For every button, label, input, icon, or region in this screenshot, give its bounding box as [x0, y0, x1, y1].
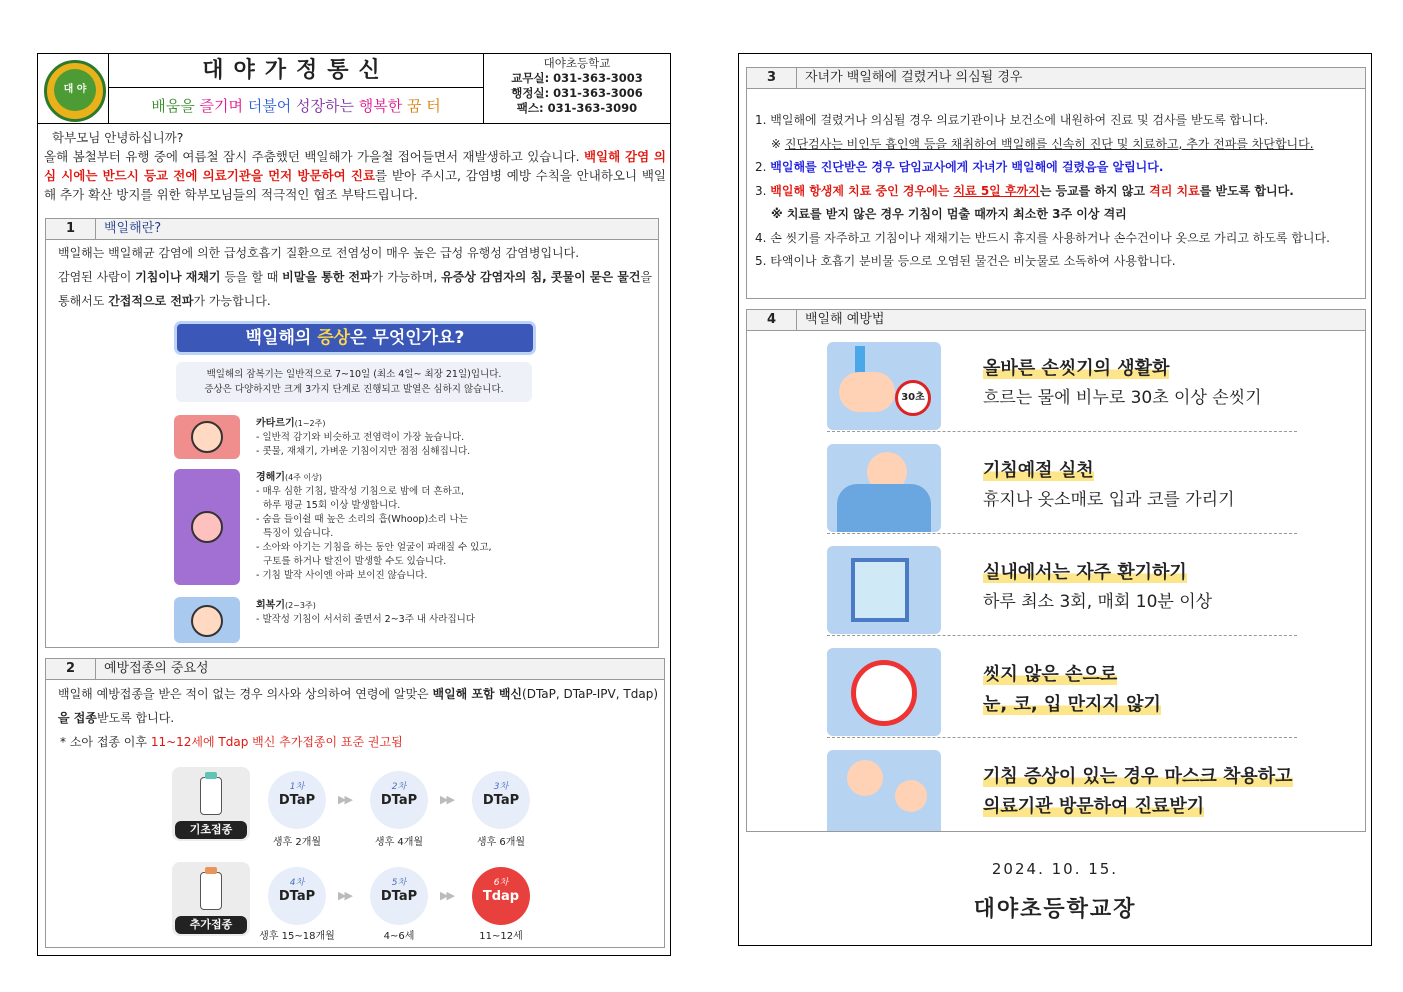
booster-note [46, 730, 664, 754]
booster-vaccine-box [172, 862, 250, 936]
txt: 가 가능합니다. [193, 294, 271, 308]
stage-paroxysmal [174, 469, 534, 589]
txt: 등을 할 때 [220, 270, 283, 284]
issue-date: 2024. 10. 15. [991, 860, 1119, 878]
phone-line: 팩스: 031-363-3090 [516, 101, 638, 115]
phone-line: 교무실: 031-363-3003 [511, 71, 643, 85]
prevention-desc: 휴지나 옷소매로 입과 코를 가리기 [983, 490, 1235, 510]
stage-period: (2~3주) [284, 601, 316, 610]
stage-line: 특징이 있습니다. [263, 528, 334, 539]
stage-line: - 일반적 감기와 비슷하고 전염력이 가장 높습니다. [256, 432, 465, 443]
vaccine-bottle-icon [200, 777, 222, 815]
stage-line: - 소아와 아기는 기침을 하는 동안 얼굴이 파래질 수 있고, [256, 542, 492, 553]
txt: 을 통해서도 [58, 270, 653, 308]
stage-line: - 콧물, 재채기, 가벼운 기침이지만 점점 심해집니다. [256, 446, 471, 457]
banner-text: 백일해의 [245, 328, 318, 348]
school-motto [108, 88, 484, 124]
stage-period: (1~2주) [294, 419, 326, 428]
dose-vaccine: DTaP [380, 889, 418, 904]
newsletter-title: 대야가정통신 [108, 54, 484, 88]
dose-order: 5차 [391, 878, 407, 888]
section-prevention [746, 309, 1366, 832]
dose-order: 3차 [493, 782, 509, 792]
txt: 가 가능하며, [371, 270, 442, 284]
txt: 백일해 예방접종을 받은 적이 없는 경우 의사와 상의하여 연령에 알맞은 [58, 687, 433, 701]
child-face-icon [191, 421, 223, 453]
section-number: 3 [747, 68, 797, 88]
section-number: 1 [46, 219, 96, 239]
intro-text-a: 올해 봄철부터 유행 중에 여름철 잠시 주춤했던 백일해가 가을철 접어들면서 재발생하고 있습니다. [44, 149, 584, 164]
arrow-icon: ▶▶ [338, 793, 351, 806]
dose-vaccine: DTaP [278, 793, 316, 808]
dose-2 [370, 771, 428, 829]
stage-text [256, 471, 492, 583]
motto-word: 행복한 [358, 97, 407, 115]
section-number: 2 [46, 659, 96, 679]
prevention-desc: 흐르는 물에 비누로 30초 이상 손씻기 [983, 388, 1262, 408]
section-title: 예방접종의 중요성 [104, 661, 209, 676]
prevention-title: 기침예절 실천 [983, 460, 1094, 481]
section-title: 자녀가 백일해에 걸렸거나 의심될 경우 [805, 70, 1023, 85]
intro-text-red: 백일해 감염 의심 시에는 반드시 등교 전에 의료기관을 먼저 방문하여 진료 [44, 149, 667, 183]
txt: 3. [755, 183, 771, 198]
child-illustration [174, 415, 240, 459]
vaccine-schedule [172, 767, 542, 947]
dose-vaccine: DTaP [278, 889, 316, 904]
mask-doctor-illustration [827, 750, 941, 832]
motto-word: 더불어 [247, 97, 296, 115]
banner-text-highlight: 증상 [317, 328, 351, 348]
doctor-icon [847, 760, 883, 796]
prevention-item [827, 544, 1297, 636]
dose-age: 생후 15~18개월 [259, 931, 335, 942]
handwashing-illustration [827, 342, 941, 430]
basic-vaccine-box [172, 767, 250, 841]
symptoms-infographic [166, 319, 536, 644]
vaccination-text [46, 682, 664, 730]
txt: 2. [755, 160, 771, 174]
stage-convalescent [174, 597, 534, 643]
txt-red: 11~12세에 Tdap 백신 추가접종이 표준 권고됨 [150, 735, 403, 749]
pertussis-definition: 백일해는 백일해균 감염에 의한 급성호흡기 질환으로 전염성이 매우 높은 급성 유행성 감염병입니다. [58, 246, 580, 260]
section-if-infected [746, 67, 1366, 299]
timer-icon: 30초 [895, 380, 931, 416]
txt-underline: 진단검사는 비인두 흡인액 등을 채취하여 백일해를 신속히 진단 및 치료하고, 추가 전파를 차단합니다. [784, 136, 1314, 151]
coughing-face-icon [191, 511, 223, 543]
incubation-line: 증상은 다양하지만 크게 3가지 단계로 진행되고 발열은 심하지 않습니다. [204, 384, 504, 395]
stage-line: 구토를 하거나 탈진이 발생할 수도 있습니다. [263, 556, 447, 567]
greeting: 학부모님 안녕하십니까? [52, 130, 184, 145]
window-icon [851, 558, 909, 622]
txt: * 소아 접종 이후 [60, 735, 151, 749]
school-logo [44, 60, 106, 122]
stage-period: (4주 이상) [284, 473, 323, 482]
prevention-item [827, 442, 1297, 534]
dose-age: 11~12세 [479, 931, 523, 942]
section-header [747, 310, 1365, 331]
dose-6 [472, 867, 530, 925]
list-item: 1. 백일해에 걸렸거나 의심될 경우 의료기관이나 보건소에 내원하여 진료 및 검사를 받도록 합니다. [755, 113, 1269, 127]
stage-catarrhal [174, 415, 534, 465]
school-contact [484, 56, 670, 116]
no-touch-illustration [827, 648, 941, 736]
prevention-desc: 의료기관 방문하여 진료받기 [983, 796, 1205, 817]
txt-red: 백일해 항생제 치료 중인 경우에는 [770, 183, 954, 198]
dose-1 [268, 771, 326, 829]
incubation-box [176, 362, 532, 402]
child-face-icon [191, 605, 223, 637]
txt-bold: 는 등교를 하지 않고 [1039, 183, 1150, 198]
motto-word: 배움을 [151, 97, 200, 115]
dose-order: 1차 [289, 782, 305, 792]
newsletter-header [38, 54, 670, 124]
section-header [46, 219, 658, 240]
symptoms-banner [174, 321, 536, 355]
dose-4 [268, 867, 326, 925]
dose-3 [472, 771, 530, 829]
prevention-text [983, 558, 1212, 617]
coughing-child-illustration [174, 469, 240, 585]
stage-text [256, 417, 470, 459]
stage-text [256, 599, 475, 627]
stage-name: 경해기 [256, 472, 285, 483]
arrow-icon: ▶▶ [338, 889, 351, 902]
txt-blue: 백일해를 진단받은 경우 담임교사에게 자녀가 백일해에 걸렸음을 알립니다. [770, 160, 1164, 174]
dose-age: 생후 2개월 [272, 837, 322, 848]
prohibited-hand-icon [851, 660, 917, 726]
dose-vaccine: DTaP [380, 793, 418, 808]
right-page [738, 53, 1372, 946]
basic-label: 기초접종 [175, 821, 247, 839]
motto-word: 성장하는 [296, 97, 359, 115]
list-item: 4. 손 씻기를 자주하고 기침이나 재채기는 반드시 휴지를 사용하거나 손수건이나 옷으로 가리고 하도록 합니다. [755, 230, 1330, 245]
school-logo-text: 대 야 [54, 69, 96, 111]
cough-etiquette-illustration [827, 444, 941, 532]
arrow-icon: ▶▶ [440, 793, 453, 806]
phone-line: 행정실: 031-363-3006 [511, 86, 643, 100]
ventilation-illustration [827, 546, 941, 634]
txt: 감염된 사람이 [58, 270, 136, 284]
prevention-item [827, 646, 1297, 738]
transmission-text [46, 265, 658, 313]
booster-label: 추가접종 [175, 916, 247, 934]
intro-text-b: 를 받아 주시고, 감염병 예방 수칙을 안내하오니 백일해 추가 확산 방지를 위한 학부모님들의 적극적인 협조 부탁드립니다. [44, 168, 666, 202]
recovering-child-illustration [174, 597, 240, 643]
prevention-title: 실내에서는 자주 환기하기 [983, 562, 1187, 583]
section-header [46, 659, 664, 680]
txt-red-underline: 치료 5일 후까지 [953, 183, 1040, 198]
txt: (DTaP, DTaP-IPV, Tdap) [522, 687, 658, 701]
left-page [37, 53, 671, 956]
dose-order: 4차 [289, 878, 305, 888]
prevention-text [983, 456, 1235, 515]
stage-name: 카타르기 [256, 418, 295, 429]
principal-signature: 대야초등학교장 [973, 897, 1137, 922]
txt-bold: 백일해 포함 백신 [432, 687, 523, 701]
list-item: 5. 타액이나 호흡기 분비물 등으로 오염된 물건은 비눗물로 소독하여 사용합니다. [755, 254, 1176, 268]
school-name: 대야초등학교 [543, 56, 611, 70]
list-note: ※ 치료를 받지 않은 경우 기침이 멈출 때까지 최소한 3주 이상 격리 [771, 207, 1127, 221]
prevention-title: 기침 증상이 있는 경우 마스크 착용하고 [983, 766, 1293, 787]
prevention-title: 씻지 않은 손으로 [983, 664, 1118, 685]
prevention-desc: 하루 최소 3회, 매회 10분 이상 [983, 592, 1213, 612]
section-title: 백일해란? [104, 221, 162, 236]
section-title: 백일해 예방법 [805, 312, 885, 327]
txt-bold: 유증상 감염자의 침, 콧물이 묻은 물건 [441, 270, 641, 284]
intro-paragraph [44, 147, 666, 204]
dose-order: 2차 [391, 782, 407, 792]
hands-icon [839, 372, 895, 412]
txt: 받도록 합니다. [96, 711, 175, 725]
guidance-list [747, 109, 1365, 274]
dose-vaccine: DTaP [482, 793, 520, 808]
txt-bold: 를 받도록 합니다. [1199, 183, 1294, 198]
list-item [755, 180, 1359, 204]
txt-bold: 간접적으로 전파 [108, 294, 194, 308]
stage-line: - 기침 발작 사이엔 아파 보이진 않습니다. [256, 570, 428, 581]
banner-text: 은 무엇인가요? [350, 328, 465, 348]
incubation-line: 백일해의 잠복기는 일반적으로 7~10일 (최소 4일~ 최장 21일)입니다. [206, 369, 502, 380]
prevention-item [827, 340, 1297, 432]
txt-bold: 기침이나 재채기 [135, 270, 221, 284]
sleeve-icon [837, 484, 931, 532]
motto-word: 꿈 터 [406, 97, 441, 115]
prevention-text [983, 762, 1293, 822]
stage-line: - 발작성 기침이 서서히 줄면서 2~3주 내 사라집니다 [256, 614, 475, 625]
arrow-icon: ▶▶ [440, 889, 453, 902]
vaccine-bottle-icon [200, 872, 222, 910]
dose-5 [370, 867, 428, 925]
stage-line: 하루 평균 15회 이상 발생합니다. [263, 500, 401, 511]
dose-age: 생후 4개월 [374, 837, 424, 848]
prevention-item [827, 748, 1297, 832]
txt: ※ [771, 136, 785, 151]
list-item [755, 156, 1359, 180]
txt-red: 격리 치료 [1149, 183, 1200, 198]
motto-word: 즐기며 [199, 97, 248, 115]
prevention-text [983, 354, 1262, 413]
txt-bold: 을 접종 [58, 711, 97, 725]
section-header [747, 68, 1365, 89]
prevention-desc: 눈, 코, 입 만지지 않기 [983, 694, 1161, 715]
stage-line: - 숨을 들이쉴 때 높은 소리의 흡(Whoop)소리 나는 [256, 514, 468, 525]
dose-vaccine: Tdap [482, 889, 520, 904]
list-note [755, 133, 1359, 157]
dose-age: 생후 6개월 [476, 837, 526, 848]
stage-line: - 매우 심한 기침, 발작성 기침으로 밤에 더 흔하고, [256, 486, 464, 497]
intro-text [44, 128, 666, 204]
stage-name: 회복기 [256, 600, 285, 611]
dose-order: 6차 [493, 878, 509, 888]
txt-bold: 비말을 통한 전파 [282, 270, 372, 284]
dose-age: 4~6세 [383, 931, 415, 942]
prevention-title: 올바른 손씻기의 생활화 [983, 358, 1170, 379]
prevention-text [983, 660, 1161, 720]
section-number: 4 [747, 310, 797, 330]
patient-icon [895, 780, 927, 812]
